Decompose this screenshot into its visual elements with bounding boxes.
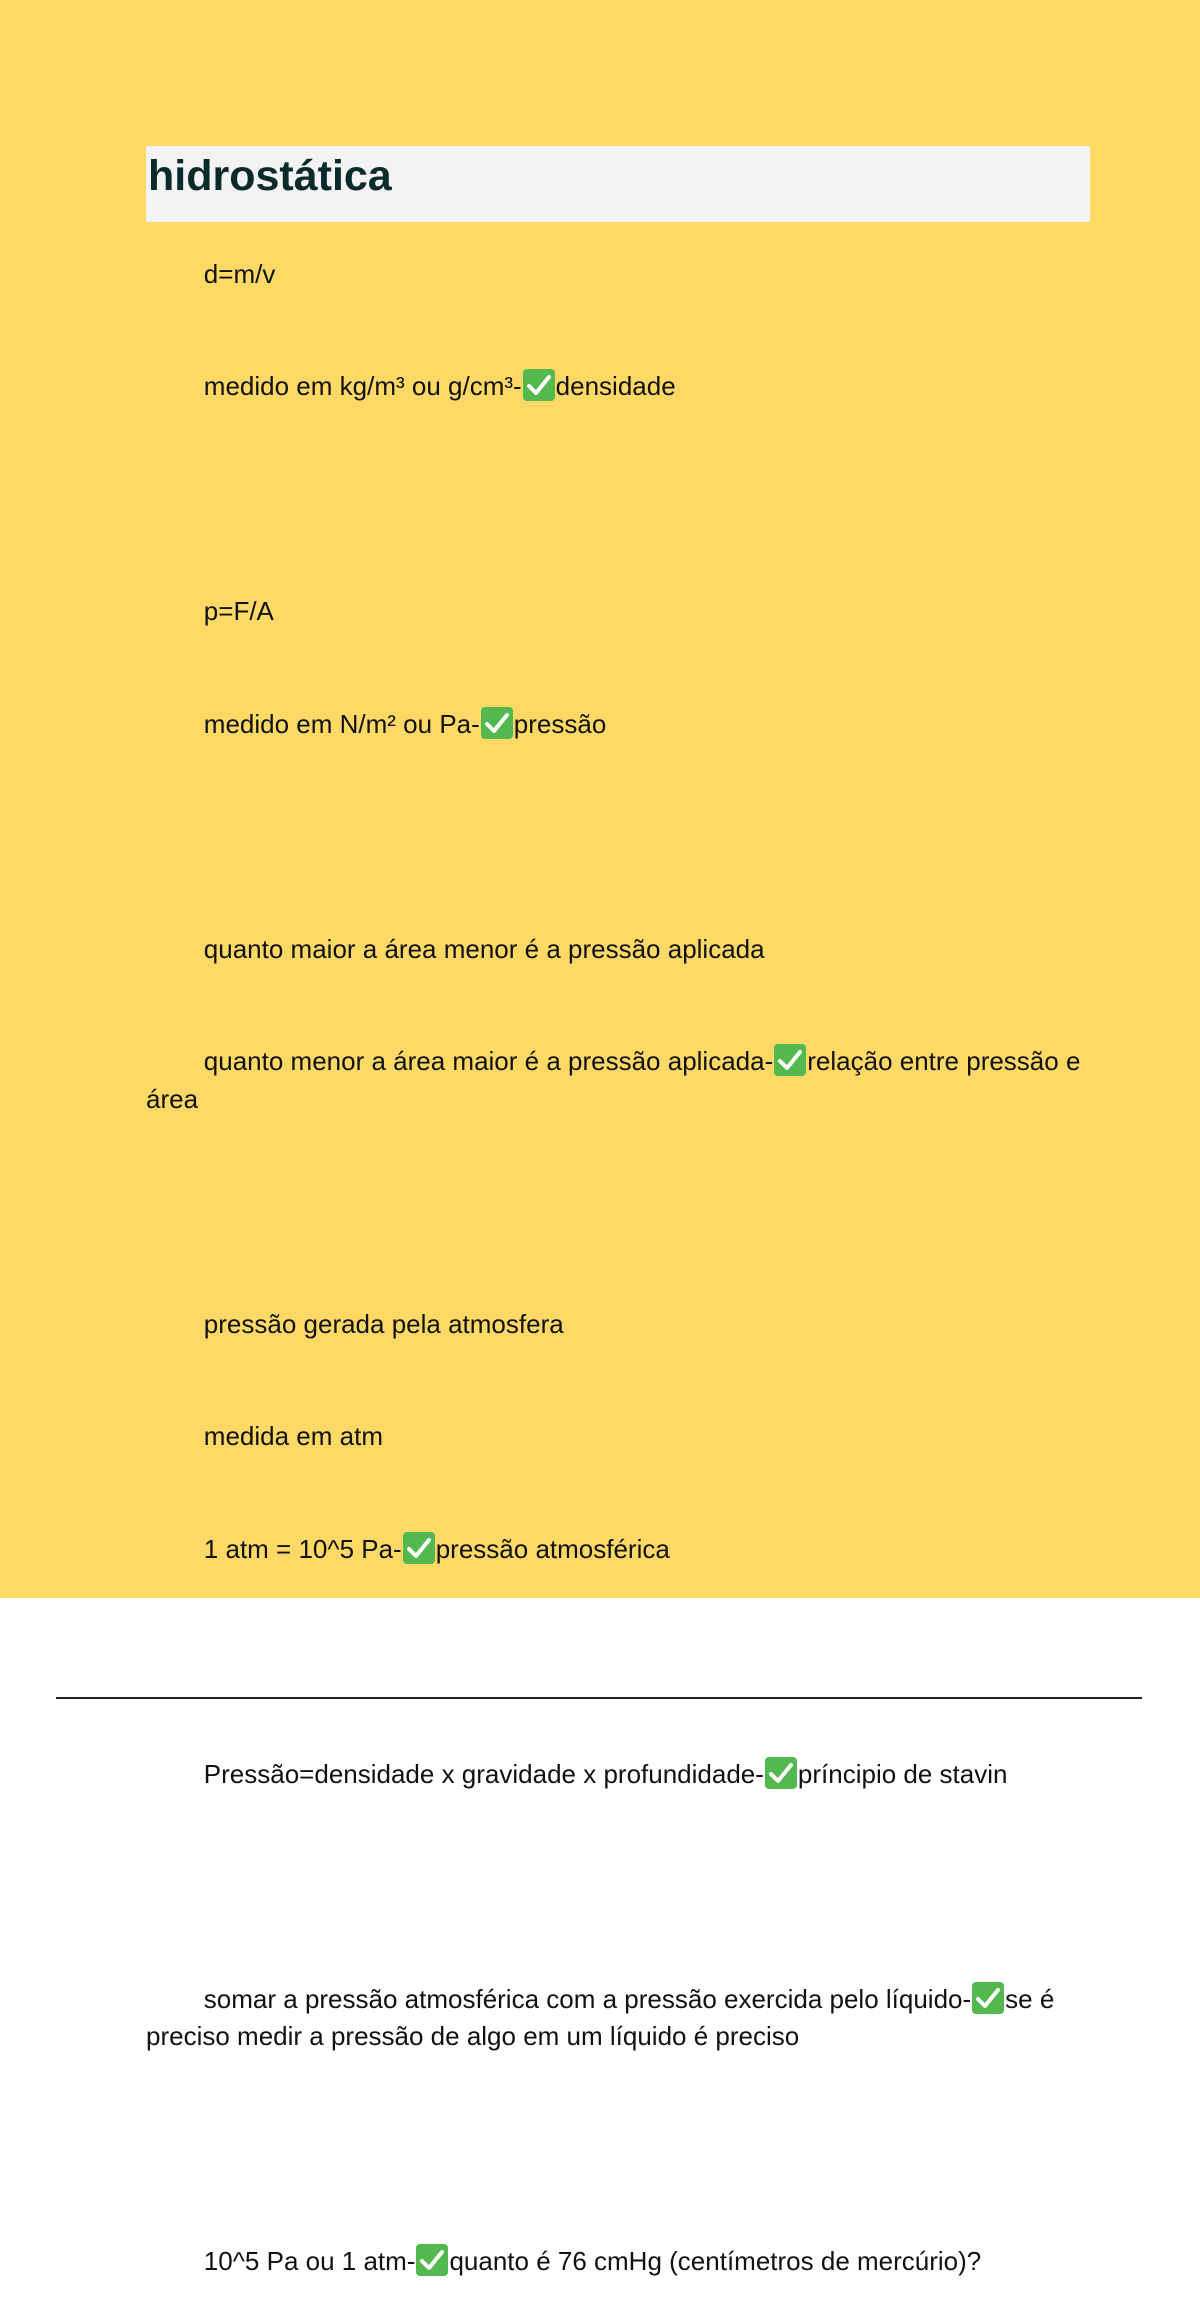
blank-line — [146, 1156, 1090, 1269]
blank-line — [146, 1606, 1090, 1719]
check-mark-icon — [765, 1757, 797, 1789]
check-mark-icon — [774, 1044, 806, 1076]
note-term: Pressão=densidade x gravidade x profundidade- — [204, 1759, 764, 1789]
note-line — [146, 1006, 1090, 1156]
blank-line — [146, 443, 1090, 556]
note-answer: pressão atmosférica — [436, 1534, 670, 1564]
note-term: medido em kg/m³ ou g/cm³- — [204, 371, 522, 401]
note-term: medido em N/m² ou Pa- — [204, 709, 480, 739]
note-line — [146, 1381, 1090, 1494]
note-line — [146, 331, 1090, 444]
footer-divider — [56, 1697, 1142, 1699]
blank-line — [146, 781, 1090, 894]
note-text: p=F/A — [204, 596, 274, 626]
title-bar — [146, 146, 1090, 222]
note-text: d=m/v — [204, 259, 276, 289]
check-mark-icon — [523, 369, 555, 401]
check-mark-icon — [416, 2244, 448, 2276]
notes-body — [146, 218, 1090, 2318]
note-line — [146, 668, 1090, 781]
note-answer: quanto é 76 cmHg (centímetros de mercúrio)? — [449, 2246, 981, 2276]
blank-line — [146, 2093, 1090, 2206]
note-answer: densidade — [556, 371, 676, 401]
note-answer: príncipio de stavin — [798, 1759, 1008, 1789]
note-answer: pressão — [514, 709, 607, 739]
note-text: medida em atm — [204, 1421, 383, 1451]
note-line — [146, 1493, 1090, 1606]
note-answer: se é preciso medir a pressão de algo em um líquido é preciso — [146, 1984, 1062, 2052]
note-line — [146, 1943, 1090, 2093]
note-text: quanto maior a área menor é a pressão aplicada — [204, 934, 765, 964]
note-term: somar a pressão atmosférica com a pressão exercida pelo líquido- — [204, 1984, 971, 2014]
note-line — [146, 2206, 1090, 2318]
note-line — [146, 1718, 1090, 1831]
page-title: hidrostática — [148, 146, 1090, 204]
note-line — [146, 218, 1090, 331]
note-answer: relação entre pressão e área — [146, 1046, 1088, 1114]
check-mark-icon — [972, 1982, 1004, 2014]
note-line — [146, 1268, 1090, 1381]
check-mark-icon — [481, 707, 513, 739]
note-text: pressão gerada pela atmosfera — [204, 1309, 564, 1339]
note-term: 10^5 Pa ou 1 atm- — [204, 2246, 416, 2276]
note-term: 1 atm = 10^5 Pa- — [204, 1534, 402, 1564]
note-line — [146, 556, 1090, 669]
blank-line — [146, 1831, 1090, 1944]
note-line — [146, 893, 1090, 1006]
note-term: quanto menor a área maior é a pressão aplicada- — [204, 1046, 773, 1076]
check-mark-icon — [403, 1532, 435, 1564]
